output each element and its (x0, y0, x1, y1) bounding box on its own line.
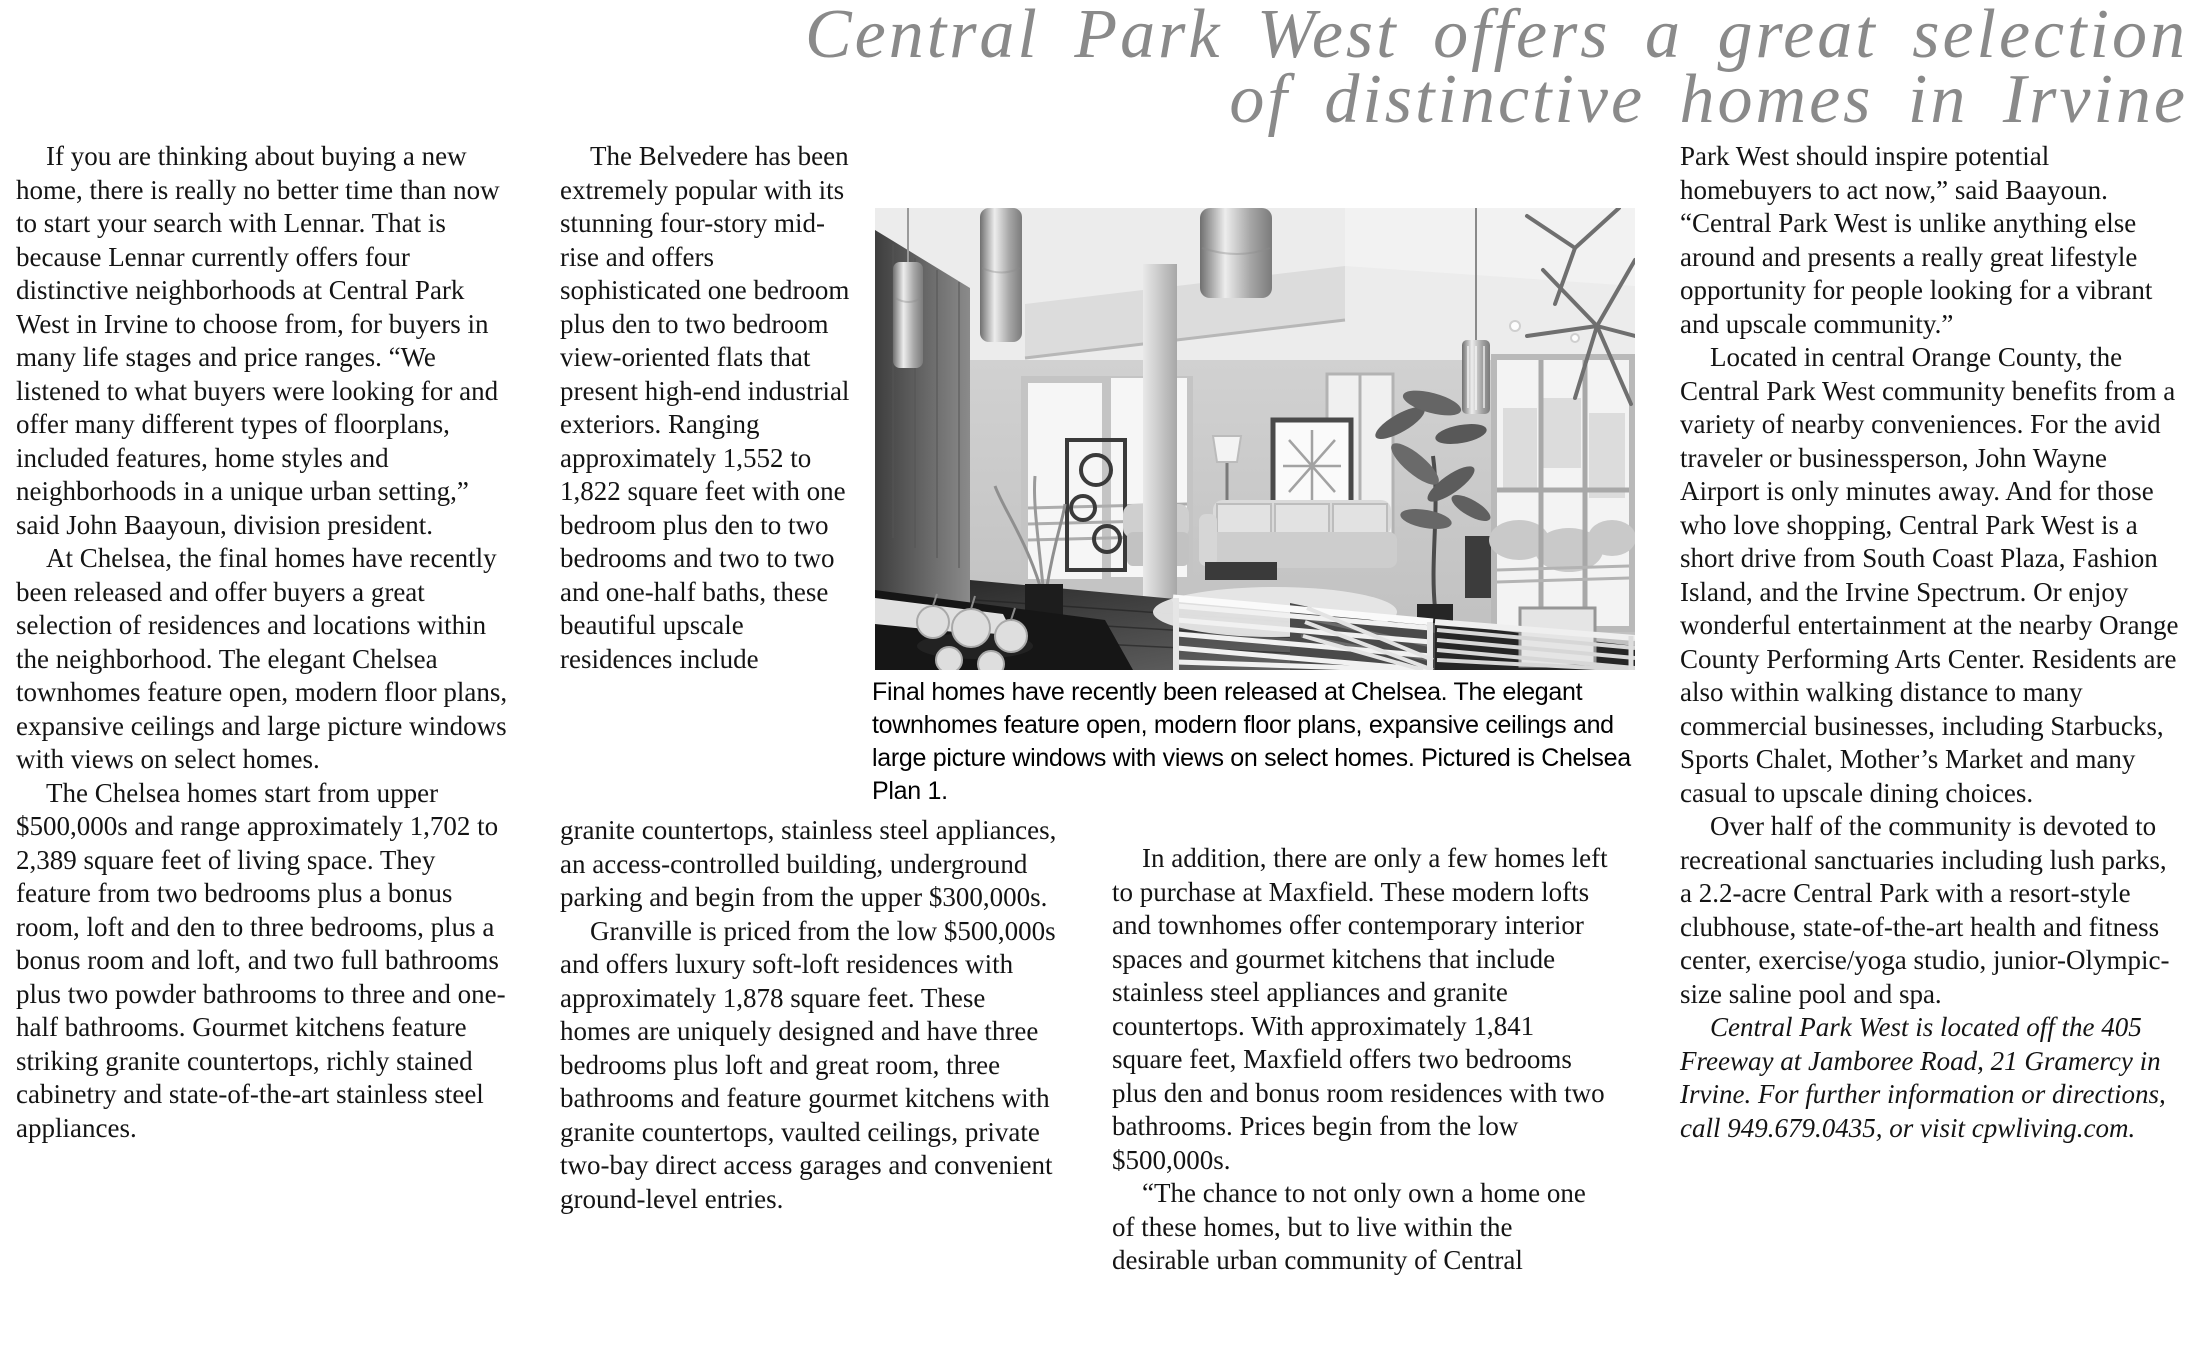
headline-line-1: Central Park West offers a great selection (804, 0, 2188, 73)
coffee-table (1205, 562, 1277, 580)
paragraph: Granville is priced from the low $500,000s and offers luxury soft-loft residences with approximately 1,878 square feet. These homes are uniquely designed and have three bedrooms plus loft and great room, three bathrooms and feature gourmet kitchens with granite countertops, vaulted ceilings, private two-bay direct access garages and convenient ground-level entries. (560, 915, 1056, 1214)
paragraph: Over half of the community is devoted to recreational sanctuaries including lush parks, a 2.2-acre Central Park with a resort-style clubhouse, state-of-the-art health and fitness center, exercise/yoga studio, junior-Olympic-size saline pool and spa. (1680, 811, 2170, 1009)
body-column-1 (16, 140, 508, 1145)
body-column-2-upper (560, 140, 854, 676)
paragraph-continuation: Park West should inspire potential homebuyers to act now,” said Baayoun. “Central Park West is unlike anything else around and presents a really great lifestyle opportunity for people looking for a vibrant and upscale community.” (1680, 141, 2153, 339)
paragraph: At Chelsea, the final homes have recently been released and offer buyers a great selection of residences and locations within the neighborhood. The elegant Chelsea townhomes feature open, modern floor plans, expansive ceilings and large picture windows with views on select homes. (16, 543, 508, 774)
sofa (1199, 500, 1397, 568)
article-headline (804, 0, 2188, 138)
interior-illustration (875, 208, 1635, 670)
wall-art-starburst (1273, 420, 1351, 512)
body-column-2-lower (560, 814, 1062, 1216)
picture-windows-right (1489, 354, 1635, 632)
paragraph: Located in central Orange County, the Central Park West community benefits from a variety of nearby conveniences. For the avid traveler or businessperson, John Wayne Airport is only minutes away. And for those who love shopping, Central Park West is a short drive from South Coast Plaza, Fashion Island, and the Irvine Spectrum. Or enjoy wonderful entertainment at the nearby Orange County Performing Arts Center. Residents are also within walking distance to many commercial businesses, including Starbucks, Sports Chalet, Mother’s Market and many casual to upscale dining choices. (1680, 342, 2179, 808)
paragraph: In addition, there are only a few homes left to purchase at Maxfield. These modern lofts and townhomes offer contemporary interior spaces and gourmet kitchens that include stainless steel appliances and granite countertops. With approximately 1,841 square feet, Maxfield offers two bedrooms plus den and bonus room residences with two bathrooms. Prices begin from the low $500,000s. (1112, 843, 1608, 1175)
structural-column (1143, 264, 1177, 632)
photo-caption: Final homes have recently been released at Chelsea. The elegant townhomes feature open, modern floor plans, expansive ceilings and large picture windows with views on select homes. Pictured is Chelsea Plan 1. (872, 678, 1631, 805)
headline-line-2: of distinctive homes in Irvine (1229, 61, 2188, 138)
article-photo-chelsea-interior (875, 208, 1635, 670)
paragraph: The Belvedere has been extremely popular with its stunning four-story mid-rise and offers sophisticated one bedroom plus den to two bedroom view-oriented flats that present high-end industrial exteriors. Ranging approximately 1,552 to 1,822 square feet with one bedroom plus den to two bedrooms and two to two and one-half baths, these beautiful upscale residences include (560, 141, 850, 674)
paragraph-italic-contact-info: Central Park West is located off the 405 Freeway at Jamboree Road, 21 Gramercy in Irvine. For further information or directions, call 949.679.0435, or visit cpwliving.com. (1680, 1012, 2166, 1143)
paragraph: If you are thinking about buying a new home, there is really no better time than now to start your search with Lennar. That is because Lennar currently offers four distinctive neighborhoods at Central Park West in Irvine to choose from, for buyers in many life stages and price ranges. “We listened to what buyers were looking for and offer many different types of floorplans, included features, home styles and neighborhoods in a unique urban setting,” said John Baayoun, division president. (16, 141, 500, 540)
body-column-3 (1112, 842, 1608, 1278)
paragraph: The Chelsea homes start from upper $500,000s and range approximately 1,702 to 2,389 square feet of living space. They feature from two bedrooms plus a bonus room, loft and den to three bedrooms, plus a bonus room and loft, and two full bathrooms plus two powder bathrooms to three and one-half bathrooms. Gourmet kitchens feature striking granite countertops, richly stained cabinetry and state-of-the-art stainless steel appliances. (16, 777, 506, 1143)
paragraph-continuation: granite countertops, stainless steel appliances, an access-controlled building, underground parking and begin from the upper $300,000s. (560, 815, 1057, 912)
paragraph: “The chance to not only own a home one of these homes, but to live within the desirable urban community of Central (1112, 1178, 1586, 1275)
body-column-4 (1680, 140, 2180, 1145)
